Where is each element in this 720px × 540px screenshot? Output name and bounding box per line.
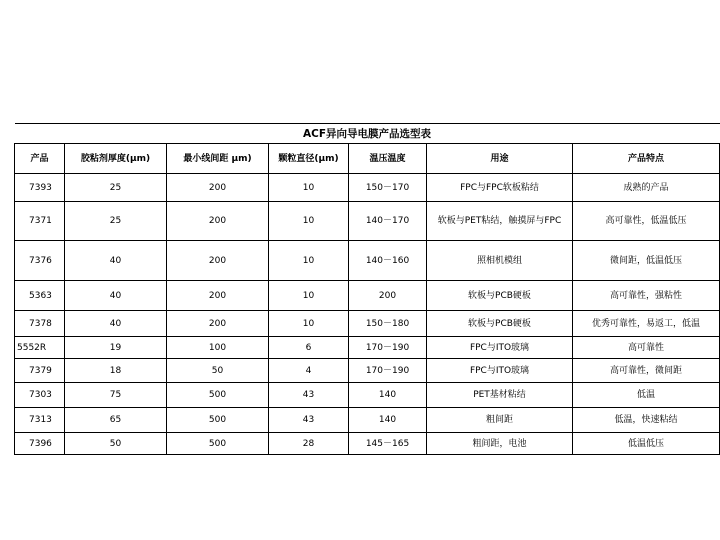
header-features: 产品特点 xyxy=(573,144,720,174)
header-usage: 用途 xyxy=(427,144,573,174)
cell-pitch: 200 xyxy=(167,281,269,311)
table-row xyxy=(15,337,720,359)
cell-thickness: 19 xyxy=(65,337,167,359)
cell-diameter: 6 xyxy=(269,337,349,359)
cell-thickness: 50 xyxy=(65,433,167,455)
cell-usage: FPC与FPC软板粘结 xyxy=(427,174,573,202)
table-row xyxy=(15,383,720,408)
cell-temp: 140 xyxy=(349,383,427,408)
cell-feature: 高可靠性，强粘性 xyxy=(573,281,720,311)
header-bonding-temp: 温压温度 xyxy=(349,144,427,174)
cell-thickness: 65 xyxy=(65,408,167,433)
cell-diameter: 10 xyxy=(269,281,349,311)
cell-diameter: 43 xyxy=(269,408,349,433)
cell-product: 5552R xyxy=(15,337,65,359)
cell-temp: 170－190 xyxy=(349,337,427,359)
cell-feature: 高可靠性，低温低压 xyxy=(573,202,720,241)
cell-temp: 140－170 xyxy=(349,202,427,241)
cell-pitch: 200 xyxy=(167,311,269,337)
header-min-pitch: 最小线间距 μm) xyxy=(167,144,269,174)
cell-diameter: 10 xyxy=(269,174,349,202)
cell-temp: 170－190 xyxy=(349,359,427,383)
table-row xyxy=(15,311,720,337)
cell-pitch: 200 xyxy=(167,202,269,241)
cell-diameter: 28 xyxy=(269,433,349,455)
table-row xyxy=(15,408,720,433)
cell-temp: 150－170 xyxy=(349,174,427,202)
cell-temp: 200 xyxy=(349,281,427,311)
cell-product: 7378 xyxy=(15,311,65,337)
cell-usage: FPC与ITO玻璃 xyxy=(427,337,573,359)
cell-pitch: 200 xyxy=(167,174,269,202)
cell-temp: 140 xyxy=(349,408,427,433)
cell-usage: 粗间距，电池 xyxy=(427,433,573,455)
cell-pitch: 50 xyxy=(167,359,269,383)
cell-thickness: 40 xyxy=(65,311,167,337)
cell-usage: 照相机模组 xyxy=(427,241,573,281)
cell-thickness: 25 xyxy=(65,202,167,241)
cell-temp: 150－180 xyxy=(349,311,427,337)
table-title: ACF异向导电膜产品选型表 xyxy=(15,124,720,144)
cell-feature: 低温，快速粘结 xyxy=(573,408,720,433)
cell-thickness: 40 xyxy=(65,281,167,311)
table-row xyxy=(15,202,720,241)
cell-diameter: 10 xyxy=(269,202,349,241)
table-row xyxy=(15,174,720,202)
cell-thickness: 40 xyxy=(65,241,167,281)
cell-usage: 软板与PCB硬板 xyxy=(427,311,573,337)
cell-product: 7396 xyxy=(15,433,65,455)
acf-selection-table xyxy=(14,123,720,455)
header-particle-diameter: 颗粒直径(μm) xyxy=(269,144,349,174)
cell-product: 7313 xyxy=(15,408,65,433)
cell-thickness: 18 xyxy=(65,359,167,383)
cell-feature: 成熟的产品 xyxy=(573,174,720,202)
table-row xyxy=(15,241,720,281)
table-row xyxy=(15,281,720,311)
cell-feature: 微间距，低温低压 xyxy=(573,241,720,281)
cell-diameter: 4 xyxy=(269,359,349,383)
header-thickness: 胶粘剂厚度(μm) xyxy=(65,144,167,174)
cell-pitch: 100 xyxy=(167,337,269,359)
cell-product: 7379 xyxy=(15,359,65,383)
cell-usage: 软板与PET粘结，触摸屏与FPC xyxy=(427,202,573,241)
header-product: 产品 xyxy=(15,144,65,174)
cell-temp: 140－160 xyxy=(349,241,427,281)
header-row xyxy=(15,144,720,174)
cell-feature: 高可靠性，微间距 xyxy=(573,359,720,383)
cell-usage: PET基材粘结 xyxy=(427,383,573,408)
cell-product: 7376 xyxy=(15,241,65,281)
cell-product: 7393 xyxy=(15,174,65,202)
cell-diameter: 43 xyxy=(269,383,349,408)
cell-feature: 高可靠性 xyxy=(573,337,720,359)
cell-feature: 优秀可靠性，易返工，低温 xyxy=(573,311,720,337)
cell-pitch: 500 xyxy=(167,433,269,455)
spec-sheet xyxy=(14,123,719,455)
cell-pitch: 500 xyxy=(167,383,269,408)
table-row xyxy=(15,433,720,455)
cell-product: 7303 xyxy=(15,383,65,408)
cell-usage: FPC与ITO玻璃 xyxy=(427,359,573,383)
table-row xyxy=(15,359,720,383)
cell-usage: 粗间距 xyxy=(427,408,573,433)
cell-temp: 145－165 xyxy=(349,433,427,455)
cell-product: 7371 xyxy=(15,202,65,241)
title-row xyxy=(15,124,720,144)
cell-diameter: 10 xyxy=(269,241,349,281)
cell-thickness: 75 xyxy=(65,383,167,408)
cell-usage: 软板与PCB硬板 xyxy=(427,281,573,311)
cell-diameter: 10 xyxy=(269,311,349,337)
cell-feature: 低温 xyxy=(573,383,720,408)
cell-pitch: 500 xyxy=(167,408,269,433)
cell-feature: 低温低压 xyxy=(573,433,720,455)
cell-thickness: 25 xyxy=(65,174,167,202)
cell-pitch: 200 xyxy=(167,241,269,281)
cell-product: 5363 xyxy=(15,281,65,311)
